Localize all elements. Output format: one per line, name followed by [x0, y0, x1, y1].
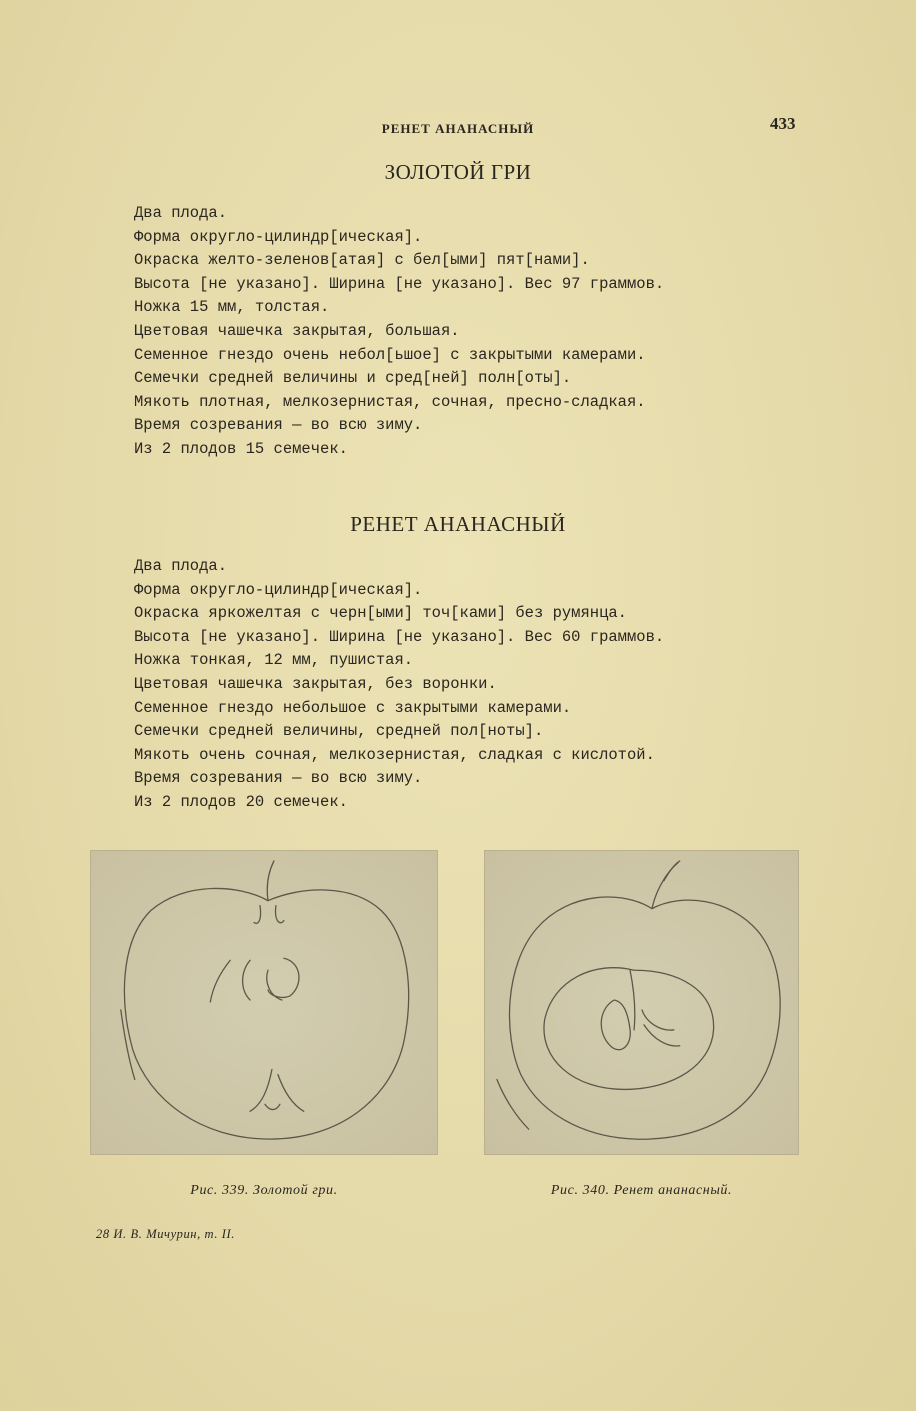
description-line: Из 2 плодов 20 семечек. [134, 792, 348, 811]
description-line: Ножка тонкая, 12 мм, пушистая. [134, 651, 414, 670]
section-title-renet-ananasny: РЕНЕТ АНАНАСНЫЙ [350, 512, 566, 536]
description-zolotoy-gri [134, 202, 804, 462]
description-line: Высота [не указано]. Ширина [не указано]. Вес 60 граммов. [134, 627, 665, 646]
figure-339-apple-drawing [90, 850, 438, 1155]
page-number: 433 [770, 114, 796, 133]
description-line: Два плода. [134, 557, 228, 575]
figure-340-caption: Рис. 340. Ренет ананасный. [550, 1183, 733, 1198]
description-line: Из 2 плодов 15 семечек. [134, 439, 348, 458]
figure-340-apple-drawing [484, 850, 799, 1155]
figure-339-caption: Рис. 339. Золотой гри. [190, 1183, 338, 1198]
description-line: Форма округло-цилиндр[ическая]. [134, 227, 423, 246]
footer-signature: 28 И. В. Мичурин, т. II. [96, 1227, 236, 1241]
description-line: Окраска яркожелтая с черн[ыми] точ[ками] без румянца. [134, 604, 627, 623]
description-line: Время созревания — во всю зиму. [134, 769, 423, 788]
description-line: Два плода. [134, 204, 228, 222]
description-line: Окраска желто-зеленов[атая] с бел[ыми] пят[нами]. [134, 251, 590, 270]
running-head: РЕНЕТ АНАНАСНЫЙ [381, 121, 535, 136]
description-line: Цветовая чашечка закрытая, без воронки. [134, 674, 497, 693]
description-renet-ananasny [134, 555, 804, 815]
description-line: Семенное гнездо небольшое с закрытыми камерами. [134, 698, 572, 717]
description-line: Цветовая чашечка закрытая, большая. [134, 321, 460, 340]
description-line: Мякоть очень сочная, мелкозернистая, сладкая с кислотой. [134, 745, 655, 764]
description-line: Мякоть плотная, мелкозернистая, сочная, пресно-сладкая. [134, 392, 646, 411]
section-title-zolotoy-gri: ЗОЛОТОЙ ГРИ [384, 160, 532, 184]
description-line: Семенное гнездо очень небол[ьшое] с закрытыми камерами. [134, 345, 646, 364]
description-line: Время созревания — во всю зиму. [134, 416, 423, 435]
description-line: Высота [не указано]. Ширина [не указано]. Вес 97 граммов. [134, 274, 665, 293]
description-line: Семечки средней величины, средней пол[ноты]. [134, 722, 544, 741]
description-line: Форма округло-цилиндр[ическая]. [134, 580, 423, 599]
description-line: Ножка 15 мм, толстая. [134, 298, 330, 317]
description-line: Семечки средней величины и сред[ней] полн[оты]. [134, 369, 572, 388]
